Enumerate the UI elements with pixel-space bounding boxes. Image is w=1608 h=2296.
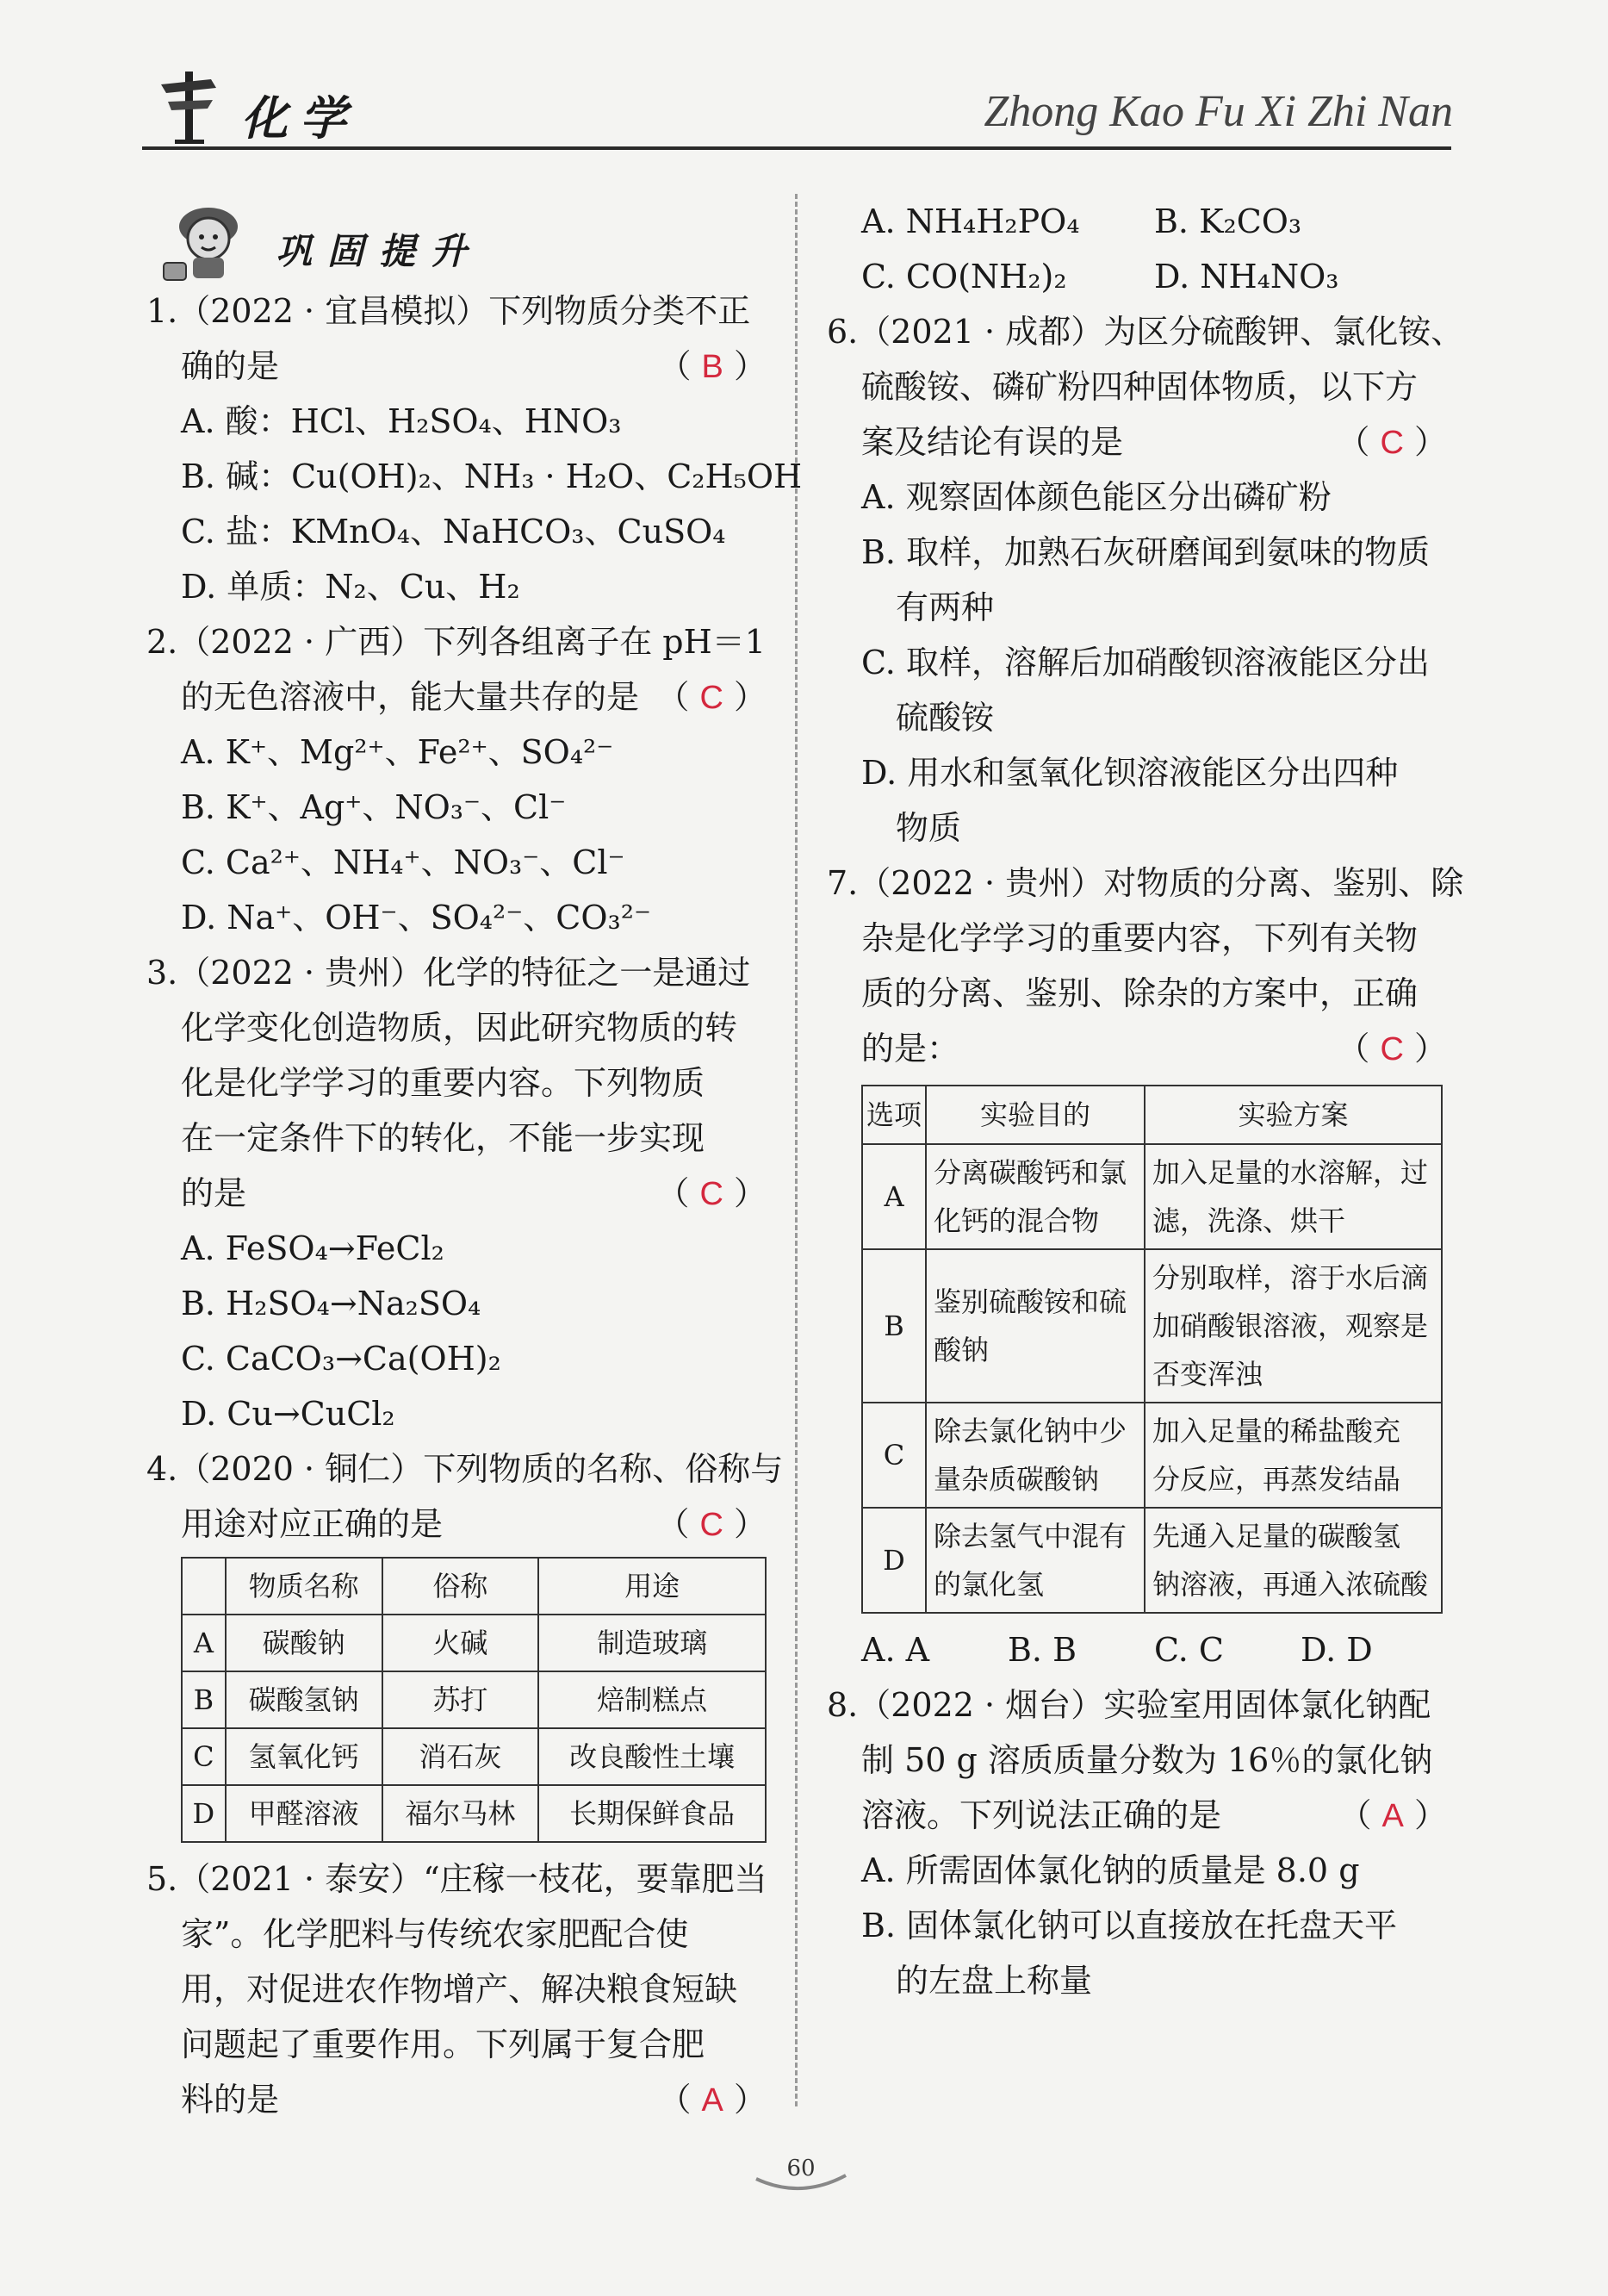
table-cell: 加入足量的水溶解，过 滤，洗涤、烘干: [1145, 1144, 1442, 1249]
q6-option-c: C. 取样，溶解后加硝酸钡溶液能区分出: [861, 644, 1430, 681]
question-7: [827, 856, 1464, 1677]
question-8: [827, 1677, 1447, 2008]
table-cell: 分离碳酸钙和氯 化钙的混合物: [926, 1144, 1145, 1249]
q3-option-a: A. FeSO₄→FeCl₂: [181, 1229, 444, 1267]
q4-table: [181, 1557, 767, 1843]
q3-option-b: B. H₂SO₄→Na₂SO₄: [181, 1285, 481, 1322]
q2-stem: 2.（2022 · 广西）下列各组离子在 pH＝1: [146, 623, 766, 661]
q4-stem-cont: 用途对应正确的是: [181, 1505, 444, 1543]
question-6: [827, 304, 1464, 856]
table-row: [862, 1144, 1442, 1249]
q3-stem: 3.（2022 · 贵州）化学的特征之一是通过: [146, 954, 751, 992]
table-cell: 除去氯化钠中少 量杂质碳酸钠: [926, 1403, 1145, 1508]
table-header: 物质名称: [226, 1558, 382, 1615]
table-cell: B: [182, 1671, 226, 1728]
q5-option-d: D. NH₄NO₃: [1154, 258, 1339, 296]
table-cell: 鉴别硫酸铵和硫 酸钠: [926, 1249, 1145, 1403]
q5-stem-2: 家”。化学肥料与传统农家肥配合使: [181, 1915, 689, 1953]
table-cell: 除去氢气中混有 的氯化氢: [926, 1508, 1145, 1613]
q3-stem-5: 的是: [181, 1174, 247, 1212]
right-column: [827, 194, 1464, 2008]
question-5: [146, 1851, 767, 2127]
table-cell: 碳酸氢钠: [226, 1671, 382, 1728]
q6-option-c-cont: 硫酸铵: [896, 699, 995, 737]
table-header: 选项: [862, 1086, 926, 1144]
table-cell: C: [862, 1403, 926, 1508]
q8-option-b-cont: 的左盘上称量: [896, 1962, 1093, 2000]
table-cell: 改良酸性土壤: [538, 1728, 766, 1785]
q5-stem-4: 问题起了重要作用。下列属于复合肥: [181, 2025, 705, 2063]
header-rule: [142, 146, 1451, 150]
table-row: [182, 1671, 766, 1728]
q1-answer: （ B ）: [658, 347, 767, 385]
q2-option-d: D. Na⁺、OH⁻、SO₄²⁻、CO₃²⁻: [181, 899, 652, 936]
signpost-icon: [159, 67, 220, 145]
q6-option-b-cont: 有两种: [896, 588, 995, 626]
question-3: [146, 945, 767, 1441]
q7-stem-3: 质的分离、鉴别、除杂的方案中，正确: [861, 974, 1419, 1012]
q8-stem-3: 溶液。下列说法正确的是: [861, 1796, 1222, 1834]
table-cell: 制造玻璃: [538, 1615, 766, 1671]
q5-option-a: A. NH₄H₂PO₄: [861, 202, 1080, 240]
table-cell: 福尔马林: [382, 1785, 539, 1842]
table-cell: A: [182, 1615, 226, 1671]
table-header: 实验方案: [1145, 1086, 1442, 1144]
q7-options: [827, 1622, 1447, 1677]
q1-option-b: B. 碱：Cu(OH)₂、NH₃ · H₂O、C₂H₅OH: [181, 457, 803, 495]
table-row: [182, 1785, 766, 1842]
table-cell: B: [862, 1249, 926, 1403]
q7-stem-2: 杂是化学学习的重要内容，下列有关物: [861, 919, 1419, 957]
q7-answer: （ C ）: [1337, 1030, 1447, 1067]
q5-option-b: B. K₂CO₃: [1154, 202, 1302, 240]
q2-answer: （ C ）: [656, 678, 767, 716]
table-cell: 苏打: [382, 1671, 539, 1728]
table-cell: 火碱: [382, 1615, 539, 1671]
q8-option-b: B. 固体氯化钠可以直接放在托盘天平: [861, 1907, 1398, 1944]
q6-option-d: D. 用水和氢氧化钡溶液能区分出四种: [861, 754, 1399, 792]
q1-stem: 1.（2022 · 宜昌模拟）下列物质分类不正: [146, 292, 751, 330]
q6-option-a: A. 观察固体颜色能区分出磷矿粉: [861, 478, 1332, 516]
table-cell: 分别取样，溶于水后滴 加硝酸银溶液，观察是 否变浑浊: [1145, 1249, 1442, 1403]
q6-stem: 6.（2021 · 成都）为区分硫酸钾、氯化铵、: [827, 313, 1464, 351]
table-cell: 碳酸钠: [226, 1615, 382, 1671]
table-row: [182, 1728, 766, 1785]
header-subject: 化学: [241, 90, 358, 146]
q7-option-d: D. D: [1301, 1631, 1373, 1669]
q7-stem: 7.（2022 · 贵州）对物质的分离、鉴别、除: [827, 864, 1464, 902]
question-1: [146, 283, 803, 614]
section-header: [146, 194, 767, 280]
q4-answer: （ C ）: [656, 1505, 767, 1543]
table-header: 实验目的: [926, 1086, 1145, 1144]
q8-answer: （ A ）: [1338, 1796, 1447, 1834]
q5-option-c: C. CO(NH₂)₂: [861, 258, 1067, 296]
q1-stem-cont: 确的是: [181, 347, 280, 385]
q8-option-a: A. 所需固体氯化钠的质量是 8.0 g: [861, 1851, 1360, 1889]
q7-option-a: A. A: [861, 1631, 930, 1669]
table-row: [862, 1403, 1442, 1508]
left-column: [146, 194, 803, 2127]
q7-option-b: B. B: [1008, 1631, 1077, 1669]
q3-answer: （ C ）: [656, 1174, 767, 1212]
table-cell: D: [182, 1785, 226, 1842]
q2-option-a: A. K⁺、Mg²⁺、Fe²⁺、SO₄²⁻: [181, 733, 614, 771]
q6-answer: （ C ）: [1337, 423, 1447, 461]
table-header: 用途: [538, 1558, 766, 1615]
table-cell: 长期保鲜食品: [538, 1785, 766, 1842]
q8-stem-2: 制 50 g 溶质质量分数为 16％的氯化钠: [861, 1741, 1433, 1779]
q2-option-c: C. Ca²⁺、NH₄⁺、NO₃⁻、Cl⁻: [181, 843, 625, 881]
q7-option-c: C. C: [1154, 1631, 1224, 1669]
q3-stem-3: 化是化学学习的重要内容。下列物质: [181, 1064, 705, 1102]
q1-option-a: A. 酸：HCl、H₂SO₄、HNO₃: [181, 402, 622, 440]
table-header-row: [182, 1558, 766, 1615]
page-number: 60: [786, 2156, 816, 2181]
table-cell: A: [862, 1144, 926, 1249]
q5-stem-3: 用，对促进农作物增产、解决粮食短缺: [181, 1970, 738, 2008]
table-cell: 先通入足量的碳酸氢 钠溶液，再通入浓硫酸: [1145, 1508, 1442, 1613]
table-header-row: [862, 1086, 1442, 1144]
table-row: [182, 1615, 766, 1671]
q5-stem: 5.（2021 · 泰安）“庄稼一枝花，要靠肥当: [146, 1860, 767, 1898]
q6-stem-2: 硫酸铵、磷矿粉四种固体物质，以下方: [861, 368, 1419, 406]
q2-option-b: B. K⁺、Ag⁺、NO₃⁻、Cl⁻: [181, 788, 567, 826]
table-cell: 加入足量的稀盐酸充 分反应，再蒸发结晶: [1145, 1403, 1442, 1508]
q5-stem-5: 料的是: [181, 2081, 280, 2119]
q7-stem-4: 的是：: [861, 1030, 960, 1067]
header-series-title: Zhong Kao Fu Xi Zhi Nan: [984, 87, 1453, 136]
question-2: [146, 614, 767, 945]
q6-stem-3: 案及结论有误的是: [861, 423, 1124, 461]
table-cell: 焙制糕点: [538, 1671, 766, 1728]
question-4: [146, 1441, 784, 1843]
q3-option-d: D. Cu→CuCl₂: [181, 1395, 395, 1433]
mascot-icon: [155, 194, 258, 284]
q5-options-row-2: [827, 249, 1447, 304]
q5-options-row-1: [827, 194, 1447, 249]
q6-option-b: B. 取样，加熟石灰研磨闻到氨味的物质: [861, 533, 1431, 571]
table-cell: C: [182, 1728, 226, 1785]
table-header: [182, 1558, 226, 1615]
q5-answer: （ A ）: [658, 2081, 767, 2119]
table-row: [862, 1249, 1442, 1403]
table-cell: 甲醛溶液: [226, 1785, 382, 1842]
q1-option-d: D. 单质：N₂、Cu、H₂: [181, 568, 520, 606]
table-cell: D: [862, 1508, 926, 1613]
q2-stem-cont: 的无色溶液中，能大量共存的是: [181, 678, 640, 716]
q3-stem-4: 在一定条件下的转化，不能一步实现: [181, 1119, 705, 1157]
q4-stem: 4.（2020 · 铜仁）下列物质的名称、俗称与: [146, 1450, 784, 1488]
q3-stem-2: 化学变化创造物质，因此研究物质的转: [181, 1009, 738, 1047]
table-cell: 消石灰: [382, 1728, 539, 1785]
table-cell: 氢氧化钙: [226, 1728, 382, 1785]
q1-option-c: C. 盐：KMnO₄、NaHCO₃、CuSO₄: [181, 513, 726, 551]
table-row: [862, 1508, 1442, 1613]
q3-option-c: C. CaCO₃→Ca(OH)₂: [181, 1340, 501, 1378]
q8-stem: 8.（2022 · 烟台）实验室用固体氯化钠配: [827, 1686, 1431, 1724]
section-title: 巩固提升: [276, 230, 483, 272]
table-header: 俗称: [382, 1558, 539, 1615]
q7-table: [861, 1085, 1443, 1614]
page-number-badge: [749, 2150, 853, 2193]
q6-option-d-cont: 物质: [896, 809, 962, 847]
